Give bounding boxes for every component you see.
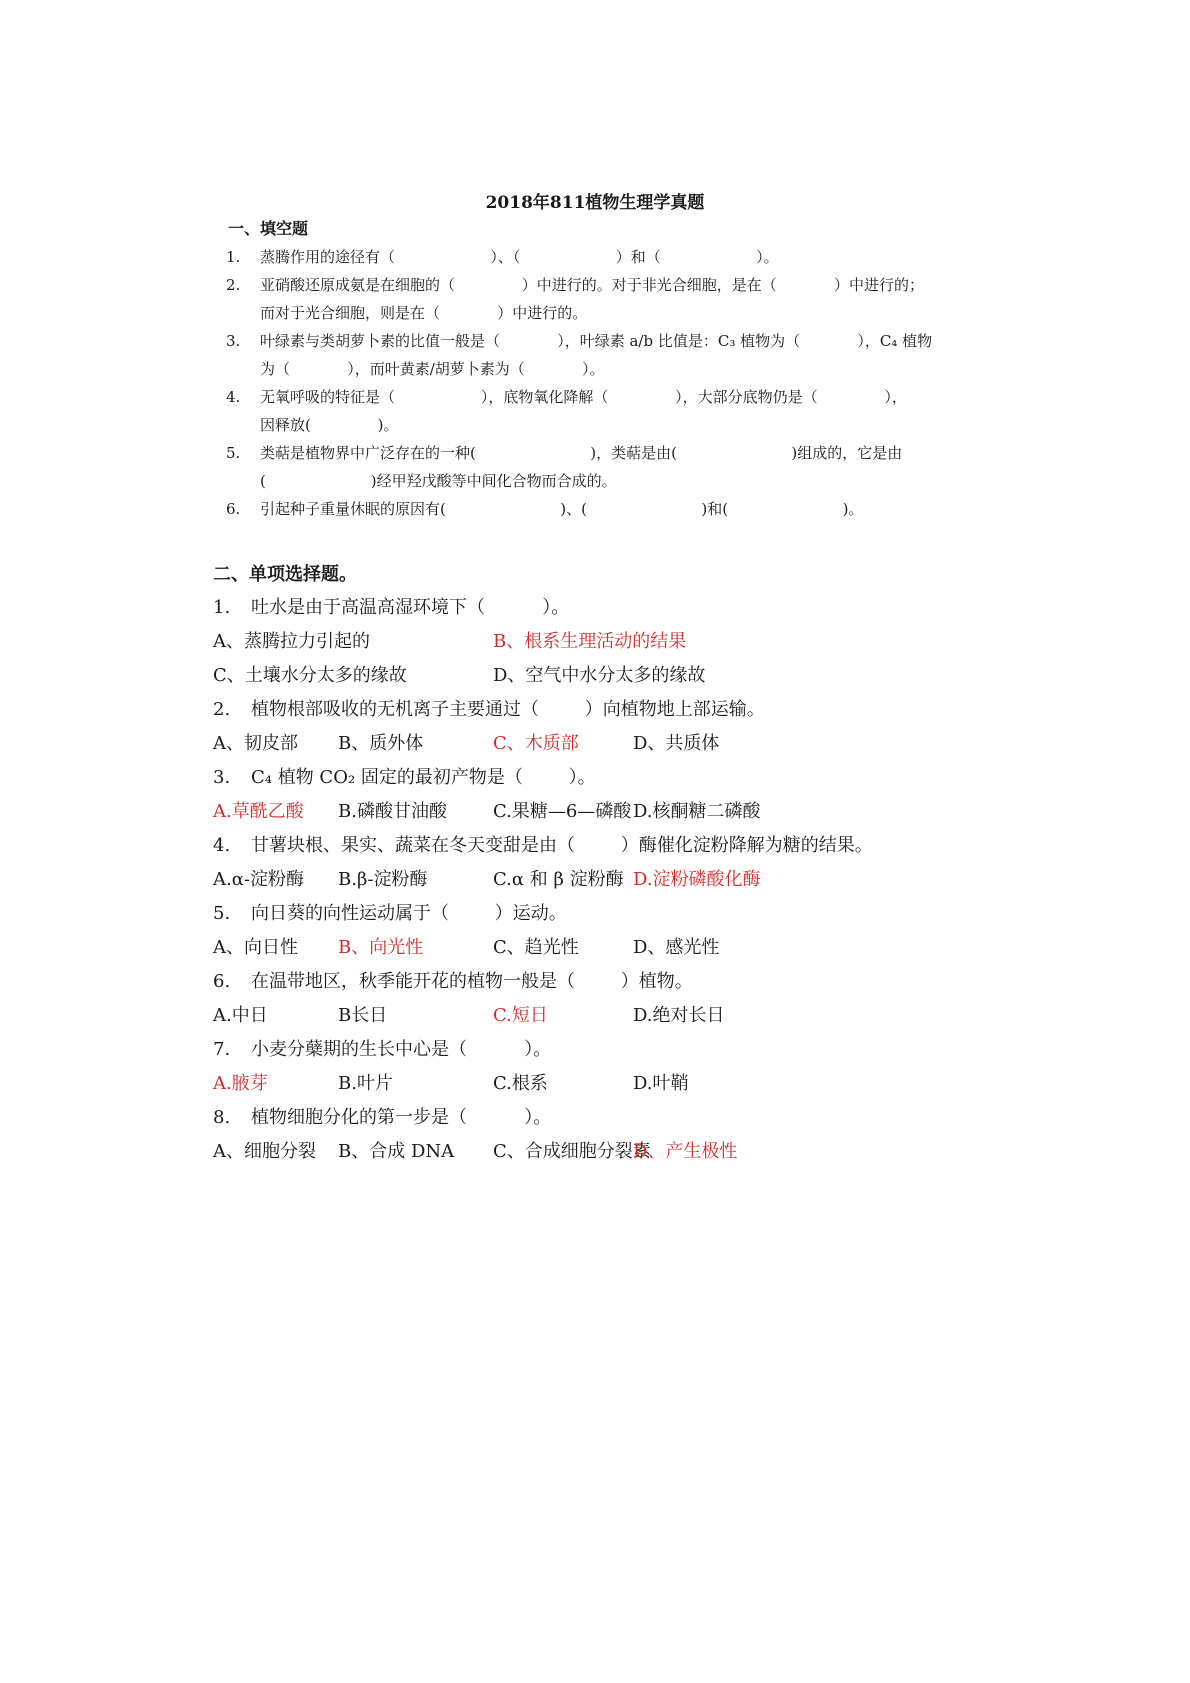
answer-option: B.β-淀粉酶: [338, 869, 428, 890]
question-text-line: 而对于光合细胞，则是在（ ）中进行的。: [260, 304, 588, 322]
question-text: 植物根部吸收的无机离子主要通过（ ）向植物地上部运输。: [251, 699, 765, 720]
fill-blank-item: [226, 439, 976, 495]
question-text: 甘薯块根、果实、蔬菜在冬天变甜是由（ ）酶催化淀粉降解为糖的结果。: [251, 835, 873, 856]
page-title: 2018年811植物生理学真题: [485, 193, 705, 213]
question-number: 5.: [213, 903, 231, 924]
answer-option: B.叶片: [338, 1073, 393, 1094]
question-text-line: 为（ ），而叶黄素/胡萝卜素为（ ）。: [260, 360, 605, 378]
question-number: 6.: [226, 500, 241, 518]
options-row: [213, 659, 1013, 693]
answer-option: D、共质体: [633, 733, 720, 754]
options-row: [213, 931, 1013, 965]
answer-option: D.绝对长日: [633, 1005, 725, 1026]
options-row: [213, 625, 1013, 659]
question-text-line: 亚硝酸还原成氨是在细胞的（ ）中进行的。对于非光合细胞，是在（ ）中进行的；: [260, 276, 924, 294]
fill-blank-item: [226, 271, 976, 327]
fill-blank-item: [226, 327, 976, 383]
answer-option-correct: C.短日: [493, 1005, 548, 1026]
question-stem: [213, 1033, 1013, 1067]
question-stem: [213, 897, 1013, 931]
answer-option: C、合成细胞分裂素: [493, 1141, 651, 1162]
answer-option: D.叶鞘: [633, 1073, 689, 1094]
question-number: 5.: [226, 444, 241, 462]
question-number: 2.: [226, 276, 241, 294]
question-stem: [213, 693, 1013, 727]
options-row: [213, 795, 1013, 829]
question-text: 向日葵的向性运动属于（ ）运动。: [251, 903, 567, 924]
question-number: 2.: [213, 699, 231, 720]
answer-option: D、空气中水分太多的缘故: [493, 665, 706, 686]
answer-option: C.果糖—6—磷酸: [493, 801, 632, 822]
fill-blank-item: [226, 243, 976, 271]
question-stem: [213, 965, 1013, 999]
answer-option-correct: C、木质部: [493, 733, 579, 754]
options-row: [213, 1135, 1013, 1169]
question-number: 6.: [213, 971, 231, 992]
question-text-line: 无氧呼吸的特征是（ ），底物氧化降解（ ），大部分底物仍是（ ），: [260, 388, 907, 406]
question-text: 在温带地区，秋季能开花的植物一般是（ ）植物。: [251, 971, 693, 992]
question-text-line: 类萜是植物界中广泛存在的一种( )，类萜是由( )组成的，它是由: [260, 444, 903, 462]
options-row: [213, 999, 1013, 1033]
answer-option: A.α-淀粉酶: [213, 869, 304, 890]
options-row: [213, 727, 1013, 761]
answer-option: B.磷酸甘油酸: [338, 801, 447, 822]
question-text: 吐水是由于高温高湿环境下（ ）。: [251, 597, 570, 618]
question-text: C₄ 植物 CO₂ 固定的最初产物是（ ）。: [251, 767, 596, 788]
answer-option-correct: B、向光性: [338, 937, 424, 958]
question-number: 4.: [226, 388, 241, 406]
answer-option-correct: A.草酰乙酸: [213, 801, 304, 822]
question-stem: [213, 591, 1013, 625]
answer-option: A、细胞分裂: [213, 1141, 316, 1162]
answer-option: C.α 和 β 淀粉酶: [493, 869, 624, 890]
question-number: 4.: [213, 835, 231, 856]
answer-option: C.根系: [493, 1073, 548, 1094]
question-number: 8.: [213, 1107, 231, 1128]
answer-option: A、韧皮部: [213, 733, 298, 754]
answer-option: C、趋光性: [493, 937, 579, 958]
answer-option: B长日: [338, 1005, 388, 1026]
question-text-line: ( )经甲羟戊酸等中间化合物而合成的。: [260, 472, 617, 490]
question-stem: [213, 1101, 1013, 1135]
answer-option: B、合成 DNA: [338, 1141, 455, 1162]
answer-option: A.中日: [213, 1005, 268, 1026]
options-row: [213, 1067, 1013, 1101]
answer-option: A、蒸腾拉力引起的: [213, 631, 370, 652]
answer-option: C、土壤水分太多的缘故: [213, 665, 407, 686]
section-fill-blank-heading: 一、填空题: [228, 219, 309, 238]
question-stem: [213, 829, 1013, 863]
answer-option-correct: B、根系生理活动的结果: [493, 631, 687, 652]
options-row: [213, 863, 1013, 897]
answer-option: D、感光性: [633, 937, 720, 958]
question-text-line: 引起种子重量休眠的原因有( )、( )和( )。: [260, 500, 864, 518]
answer-option: D.核酮糖二磷酸: [633, 801, 761, 822]
question-number: 7.: [213, 1039, 231, 1060]
question-text-line: 因释放( )。: [260, 416, 399, 434]
question-text: 植物细胞分化的第一步是（ ）。: [251, 1107, 552, 1128]
question-text-line: 蒸腾作用的途径有（ ）、（ ）和（ ）。: [260, 248, 779, 266]
question-number: 3.: [226, 332, 241, 350]
question-stem: [213, 761, 1013, 795]
question-number: 1.: [226, 248, 241, 266]
single-choice-list: [213, 591, 1013, 1169]
question-number: 1.: [213, 597, 231, 618]
answer-option-correct: D.淀粉磷酸化酶: [633, 869, 761, 890]
answer-option: A、向日性: [213, 937, 298, 958]
answer-option: B、质外体: [338, 733, 424, 754]
question-text: 小麦分蘖期的生长中心是（ ）。: [251, 1039, 552, 1060]
fill-blank-item: [226, 383, 976, 439]
fill-blank-list: [226, 243, 976, 523]
question-text-line: 叶绿素与类胡萝卜素的比值一般是（ ），叶绿素 a/b 比值是：C₃ 植物为（ ），C₄ 植物: [260, 332, 933, 350]
answer-option-correct: A.腋芽: [213, 1073, 268, 1094]
section-single-choice-heading: 二、单项选择题。: [213, 564, 357, 585]
fill-blank-item: [226, 495, 976, 523]
question-number: 3.: [213, 767, 231, 788]
answer-option-correct: D、产生极性: [633, 1141, 738, 1162]
